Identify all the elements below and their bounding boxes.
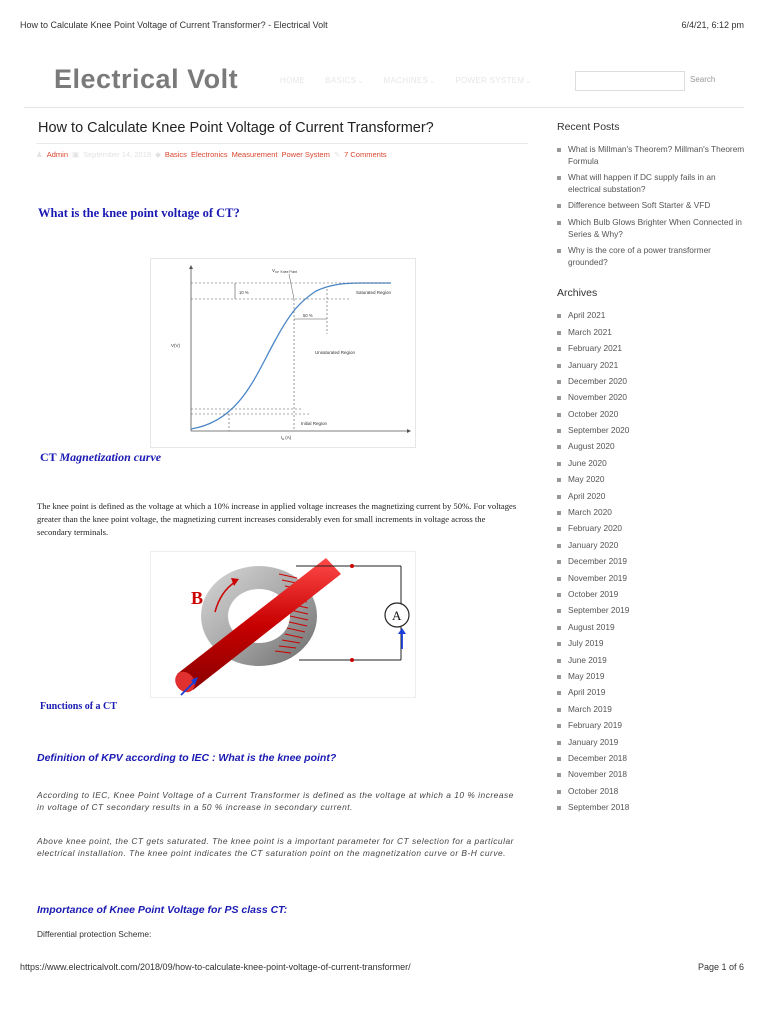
x-axis-unit: (A) bbox=[285, 435, 292, 440]
category-link[interactable]: Electronics bbox=[190, 150, 228, 159]
archive-link[interactable]: February 2021 bbox=[557, 343, 747, 359]
nav-item-label: BASICS bbox=[325, 76, 357, 85]
post-date: September 14, 2018 bbox=[83, 150, 152, 159]
archive-link[interactable]: October 2019 bbox=[557, 589, 747, 605]
paragraph-iec-definition: According to IEC, Knee Point Voltage of a Current Transformer is defined as the voltage at which a 10 % increase in voltage of CT secondary results in a 50 % increase in secondary current. bbox=[37, 790, 514, 812]
archive-link[interactable]: March 2021 bbox=[557, 327, 747, 343]
archive-link[interactable]: November 2019 bbox=[557, 573, 747, 589]
archive-link[interactable]: February 2019 bbox=[557, 720, 747, 736]
site-header bbox=[24, 54, 744, 110]
post-title: How to Calculate Knee Point Voltage of Current Transformer? bbox=[38, 120, 434, 136]
nav-item-label: HOME bbox=[280, 76, 306, 85]
x-axis-label: I bbox=[281, 435, 283, 440]
search-input[interactable] bbox=[575, 71, 685, 91]
site-logo[interactable]: Electrical Volt bbox=[54, 64, 239, 94]
y-axis-label: V(V) bbox=[171, 343, 180, 348]
post-meta bbox=[36, 150, 530, 159]
recent-posts-title: Recent Posts bbox=[557, 121, 620, 133]
paragraph-knee-definition: The knee point is defined as the voltage at which a 10% increase in applied voltage increases the magnetizing current by 50%. For voltages greater than the knee point voltage, the magnetizing current increases considerably even for small increments in voltage across the secondary terminals. bbox=[37, 501, 517, 538]
archive-link[interactable]: May 2020 bbox=[557, 474, 747, 490]
x-axis-sub: E bbox=[282, 437, 285, 441]
category-link[interactable]: Power System bbox=[281, 150, 330, 159]
unsaturated-region-label: Unsaturated Region bbox=[315, 350, 356, 355]
archive-link[interactable]: June 2019 bbox=[557, 655, 747, 671]
user-icon: ♟ bbox=[36, 150, 43, 159]
title-divider bbox=[36, 143, 528, 144]
tag-icon: ◆ bbox=[155, 150, 161, 159]
svg-text:VKPKnee Point bbox=[272, 268, 297, 274]
caption-prefix: CT bbox=[40, 450, 57, 464]
magnetization-curve-figure bbox=[150, 258, 416, 448]
vkp-sub: KP bbox=[275, 270, 280, 274]
archive-link[interactable]: April 2021 bbox=[557, 310, 747, 326]
post-main bbox=[36, 118, 530, 159]
sidebar bbox=[557, 121, 747, 818]
archive-link[interactable]: August 2019 bbox=[557, 622, 747, 638]
nav-item-machines[interactable] bbox=[384, 76, 436, 85]
header-divider bbox=[24, 107, 744, 108]
archive-link[interactable]: November 2020 bbox=[557, 392, 747, 408]
recent-post-link[interactable]: Difference between Soft Starter & VFD bbox=[557, 200, 747, 212]
b-field-label: B bbox=[191, 588, 204, 608]
print-header bbox=[20, 20, 744, 32]
archive-link[interactable]: January 2019 bbox=[557, 737, 747, 753]
post-comments[interactable]: 7 Comments bbox=[344, 150, 387, 159]
recent-post-link[interactable]: Which Bulb Glows Brighter When Connected in Series & Why? bbox=[557, 217, 747, 240]
print-url: https://www.electricalvolt.com/2018/09/how-to-calculate-knee-point-voltage-of-current-transformer/ bbox=[20, 962, 411, 972]
initial-region-label: Initial Region bbox=[301, 421, 328, 426]
archive-link[interactable]: January 2020 bbox=[557, 540, 747, 556]
magnetization-curve-diagram bbox=[151, 259, 417, 449]
ten-percent-label: 10 % bbox=[239, 290, 249, 295]
archive-link[interactable]: March 2019 bbox=[557, 704, 747, 720]
vkp-suffix: Knee Point bbox=[280, 270, 298, 274]
archive-link[interactable]: August 2020 bbox=[557, 441, 747, 457]
category-link[interactable]: Basics bbox=[164, 150, 187, 159]
vkp-label: V bbox=[272, 268, 276, 273]
figure-caption-functions: Functions of a CT bbox=[40, 701, 117, 712]
archive-link[interactable]: April 2019 bbox=[557, 687, 747, 703]
archive-link[interactable]: January 2021 bbox=[557, 360, 747, 376]
figure-caption-magnetization bbox=[40, 450, 161, 465]
svg-text:IE(A) bbox=[281, 435, 292, 441]
ct-core-diagram bbox=[151, 552, 417, 699]
heading-kpv-iec: Definition of KPV according to IEC : What is the knee point? bbox=[37, 752, 337, 764]
archive-link[interactable]: December 2020 bbox=[557, 376, 747, 392]
archives-widget bbox=[557, 287, 747, 818]
chevron-down-icon: ⌄ bbox=[525, 77, 532, 85]
archive-link[interactable]: June 2020 bbox=[557, 458, 747, 474]
recent-post-link[interactable]: What will happen if DC supply fails in an electrical substation? bbox=[557, 172, 747, 195]
nav-item-power-system[interactable] bbox=[455, 76, 531, 85]
differential-protection-line: Differential protection Scheme: bbox=[37, 929, 152, 939]
archive-link[interactable]: July 2019 bbox=[557, 638, 747, 654]
paragraph-above-knee: Above knee point, the CT gets saturated. The knee point is a important parameter for CT selection for a particular electrical installation. The knee point indicates the CT saturation point on the magnetization curve or B-H curve. bbox=[37, 836, 514, 858]
recent-posts-list bbox=[557, 144, 747, 268]
archives-title: Archives bbox=[557, 287, 598, 300]
recent-post-link[interactable]: Why is the core of a power transformer grounded? bbox=[557, 245, 747, 268]
calendar-icon: ▣ bbox=[72, 150, 80, 159]
print-footer bbox=[20, 962, 744, 974]
archive-link[interactable]: March 2020 bbox=[557, 507, 747, 523]
ammeter-label: A bbox=[392, 608, 402, 623]
comment-icon: ✎ bbox=[333, 150, 341, 159]
saturated-region-label: Saturated Region bbox=[356, 290, 392, 295]
heading-importance-ps-class: Importance of Knee Point Voltage for PS class CT: bbox=[37, 904, 288, 916]
archive-link[interactable]: December 2018 bbox=[557, 753, 747, 769]
archive-link[interactable]: October 2018 bbox=[557, 786, 747, 802]
caption-italic: Magnetization curve bbox=[59, 450, 162, 464]
chevron-down-icon: ⌄ bbox=[357, 77, 364, 85]
archive-link[interactable]: April 2020 bbox=[557, 491, 747, 507]
magnetization-curve bbox=[191, 283, 361, 429]
archive-link[interactable]: September 2019 bbox=[557, 605, 747, 621]
chevron-down-icon: ⌄ bbox=[429, 77, 436, 85]
post-categories bbox=[165, 150, 330, 159]
search-button[interactable]: Search bbox=[690, 75, 716, 84]
archive-link[interactable]: September 2018 bbox=[557, 802, 747, 818]
recent-post-link[interactable]: What is Millman's Theorem? Millman's Theorem Formula bbox=[557, 144, 747, 167]
archives-list bbox=[557, 310, 747, 818]
nav-item-label: MACHINES bbox=[383, 76, 429, 85]
nav-item-home[interactable] bbox=[280, 76, 305, 85]
archive-link[interactable]: February 2020 bbox=[557, 523, 747, 539]
nav-item-basics[interactable] bbox=[325, 76, 363, 85]
heading-knee-point-ct: What is the knee point voltage of CT? bbox=[38, 206, 240, 220]
archive-link[interactable]: December 2019 bbox=[557, 556, 747, 572]
post-author[interactable]: Admin bbox=[46, 150, 68, 159]
archive-link[interactable]: May 2019 bbox=[557, 671, 747, 687]
main-nav bbox=[280, 76, 531, 85]
archive-link[interactable]: November 2018 bbox=[557, 769, 747, 785]
ct-core-figure bbox=[150, 551, 416, 698]
archive-link[interactable]: September 2020 bbox=[557, 425, 747, 441]
category-link[interactable]: Measurement bbox=[231, 150, 278, 159]
print-page-number: Page 1 of 6 bbox=[697, 962, 744, 972]
print-datetime: 6/4/21, 6:12 pm bbox=[681, 20, 744, 30]
nav-item-label: POWER SYSTEM bbox=[455, 76, 525, 85]
archive-link[interactable]: October 2020 bbox=[557, 409, 747, 425]
print-page-title: How to Calculate Knee Point Voltage of Current Transformer? - Electrical Volt bbox=[20, 20, 328, 30]
fifty-percent-label: 50 % bbox=[303, 313, 313, 318]
